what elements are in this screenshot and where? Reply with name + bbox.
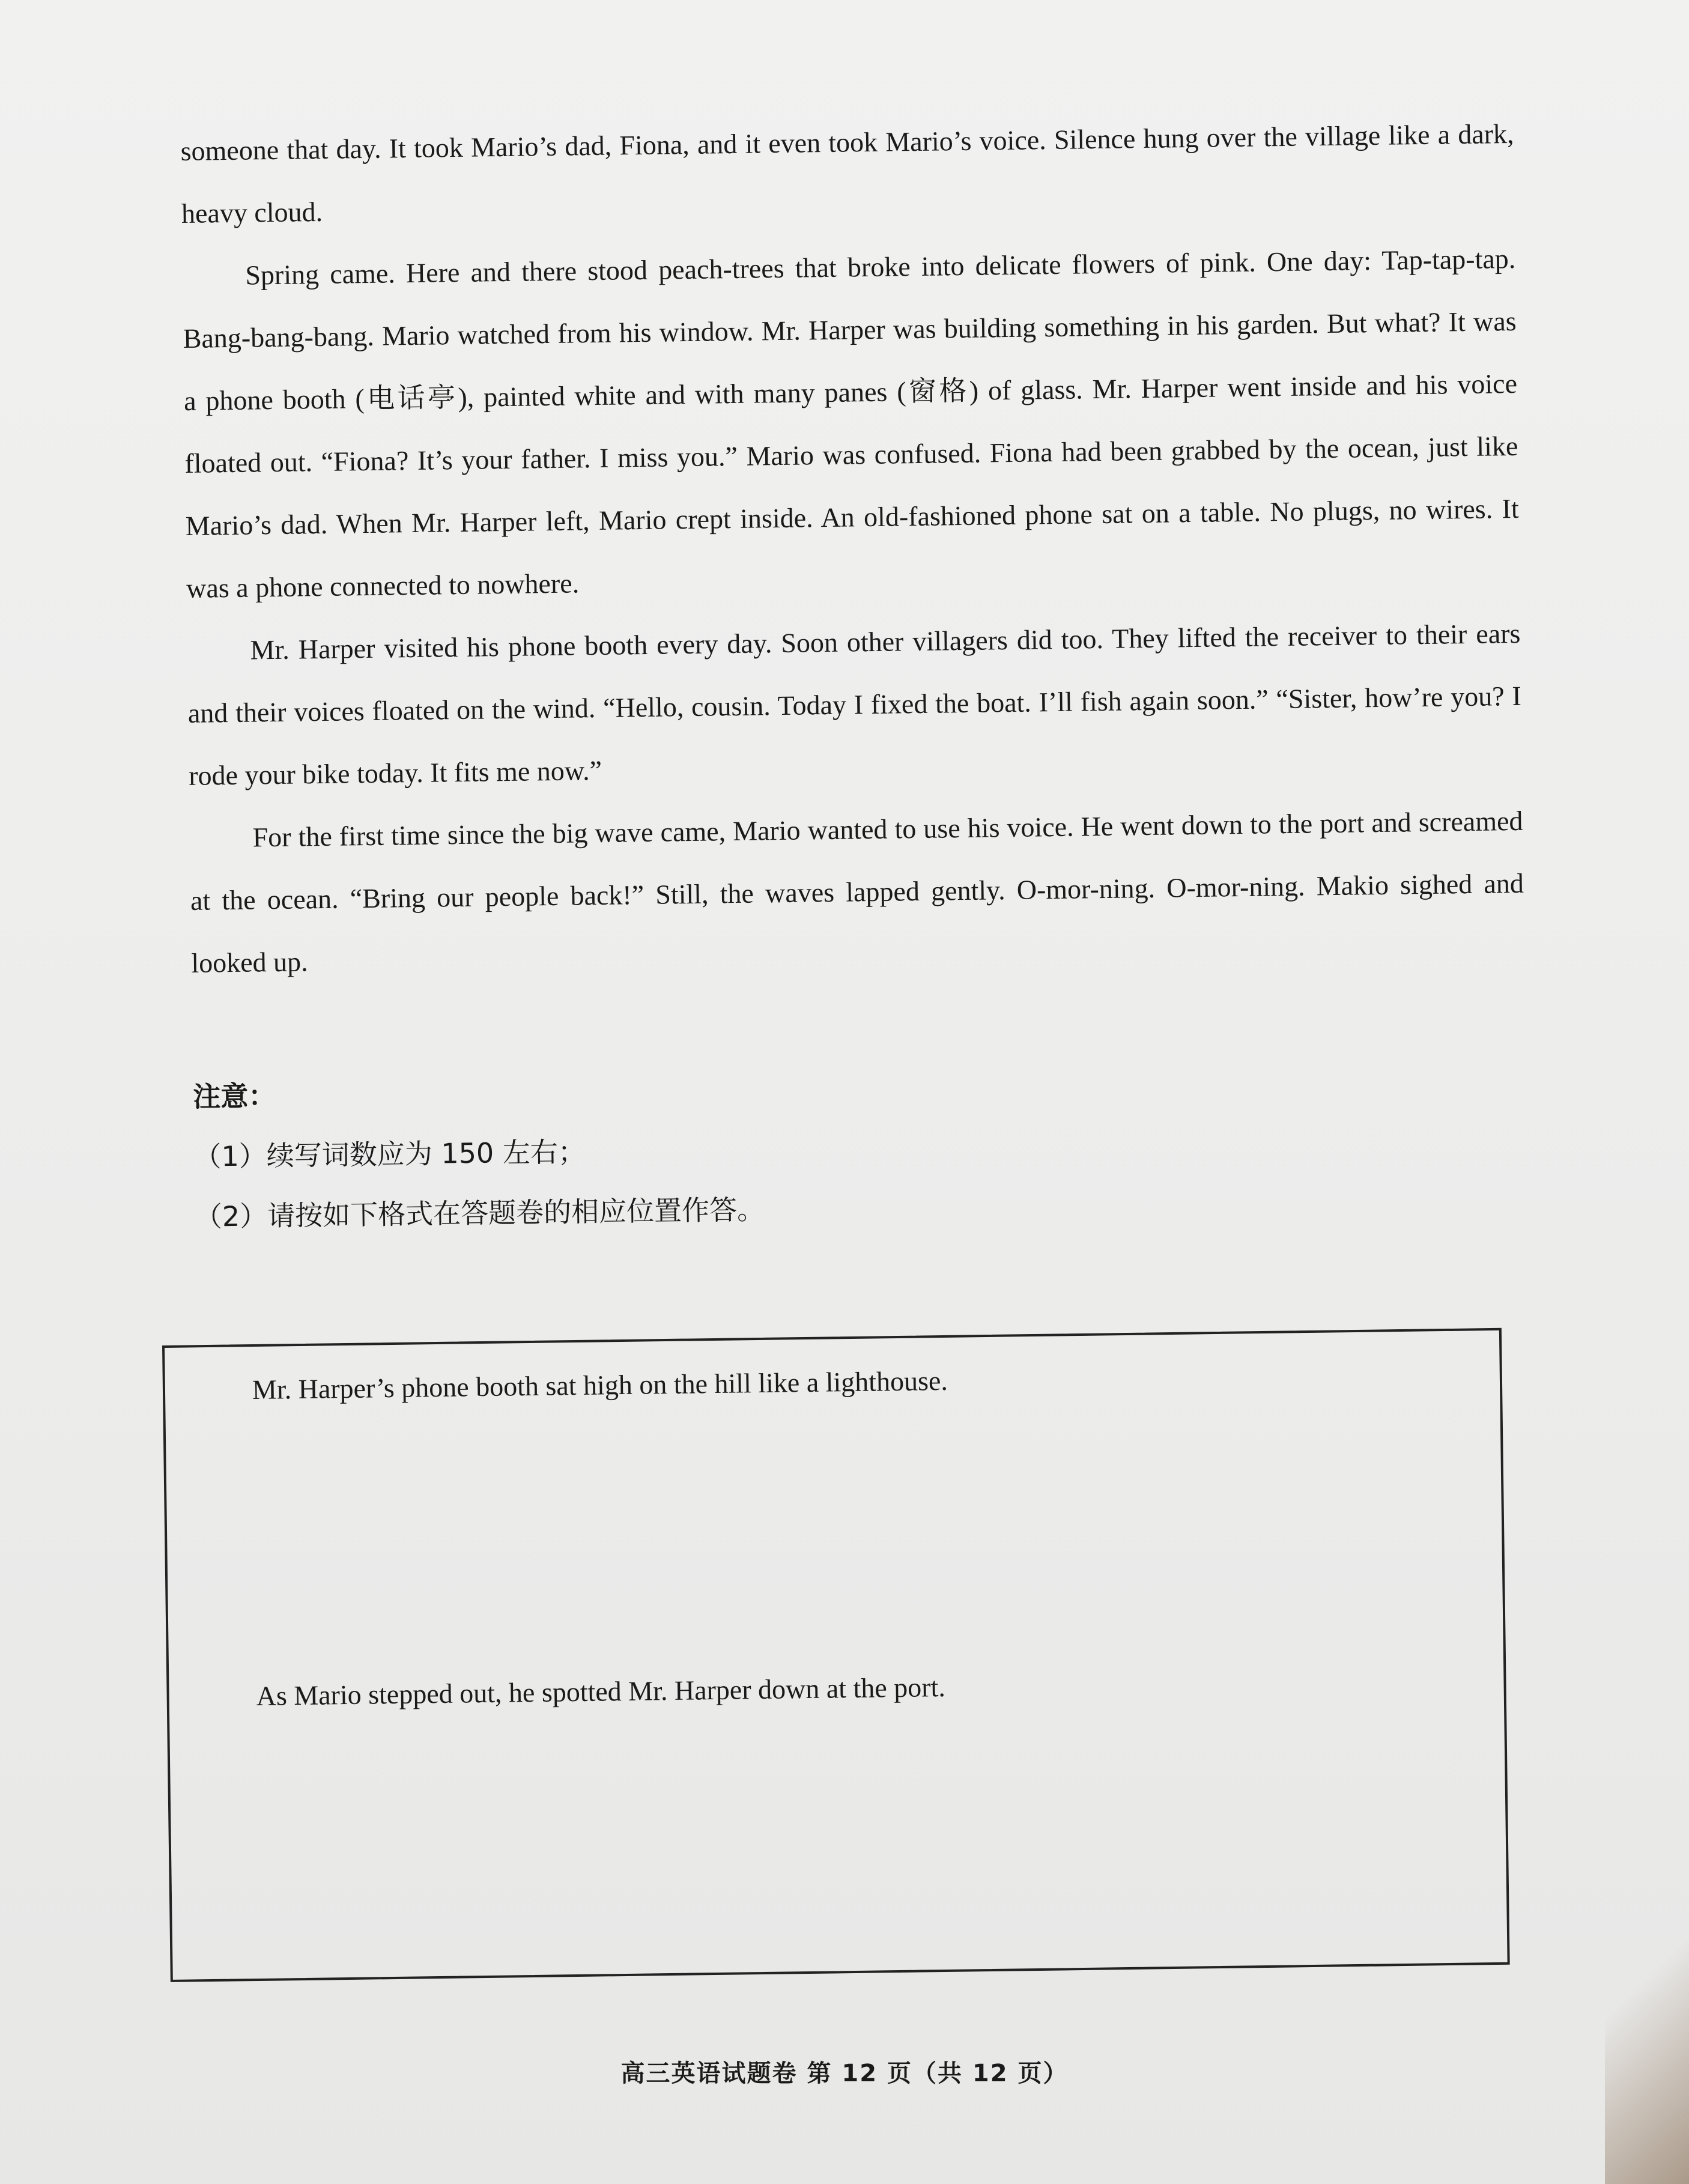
answer-box [162, 1328, 1510, 1982]
instruction-item-2: （2）请按如下格式在答题卷的相应位置作答。 [194, 1193, 765, 1233]
page-edge-shadow [1605, 1812, 1689, 2184]
instructions-title: 注意： [192, 1079, 276, 1113]
page-footer: 高三英语试题卷 第 12 页（共 12 页） [620, 2060, 1069, 2087]
passage-paragraph-4: For the first time since the big wave came, Mario wanted to use his voice. He went down to the port and screamed at the ocean. “Bring our people back!” Still, the waves lapped gently. O-mor-ning. O-mor-ning. Makio sighed and looked up. [190, 805, 1524, 978]
continuation-prompt-2: As Mario stepped out, he spotted Mr. Harper down at the port. [256, 1671, 946, 1711]
continuation-prompt-1: Mr. Harper’s phone booth sat high on the hill like a lighthouse. [252, 1365, 948, 1406]
passage-paragraph-2: Spring came. Here and there stood peach-trees that broke into delicate flowers of pink. One day: Tap-tap-tap. Bang-bang-bang. Mario watched from his window. Mr. Harper was building something in his garden. But what? It was a phone booth (电话亭), painted white and with many panes (窗格) of glass. Mr. Harper went inside and his voice floated out. “Fiona? It’s your father. I miss you.” Mario was confused. Fiona had been grabbed by the ocean, just like Mario’s dad. When Mr. Harper left, Mario crept inside. An old-fashioned phone sat on a table. No plugs, no wires. It was a phone connected to nowhere. [183, 243, 1519, 604]
instructions [193, 1049, 1529, 1247]
instruction-item-1: （1）续写词数应为 150 左右； [193, 1135, 586, 1173]
reading-passage [180, 103, 1528, 1247]
passage-paragraph-3: Mr. Harper visited his phone booth every day. Soon other villagers did too. They lifted the receiver to their ears and their voices floated on the wind. “Hello, cousin. Today I fixed the boat. I’ll fish again soon.” “Sister, how’re you? I rode your bike today. It fits me now.” [187, 617, 1522, 791]
passage-paragraph-1: someone that day. It took Mario’s dad, Fiona, and it even took Mario’s voice. Silence hung over the village like a dark, heavy cloud. [180, 118, 1514, 229]
